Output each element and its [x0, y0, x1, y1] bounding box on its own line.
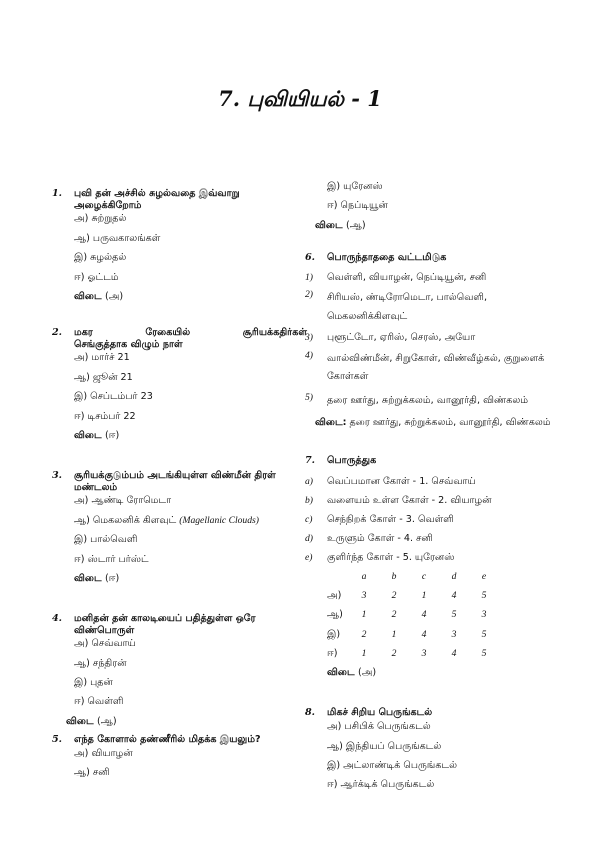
- grid-header-cell: e: [481, 570, 487, 582]
- grid-row-label: இ): [327, 628, 341, 640]
- match-item: [305, 533, 560, 552]
- grid-cell: 4: [451, 648, 457, 660]
- option: ஈ) நெப்டியூன்: [327, 200, 388, 212]
- list-item: [305, 350, 560, 386]
- option: அ) ஆண்டி ரோமெடா: [74, 495, 172, 507]
- option: ஈ) ஓட்டம்: [74, 271, 119, 283]
- grid-cell: 1: [361, 648, 367, 660]
- grid-cell: 4: [421, 628, 427, 640]
- answer: [74, 573, 307, 595]
- answer-value: (அ): [357, 667, 377, 679]
- question-1: [52, 188, 307, 313]
- answer: [74, 430, 307, 452]
- grid-cell: 2: [391, 589, 397, 601]
- answer: [74, 291, 307, 313]
- list-item: [305, 272, 560, 284]
- item-number: 3): [305, 331, 313, 343]
- question-text: மனிதன் தன் காலடியைப் பதித்துள்ள ஒரே விண்பொருள்: [74, 612, 256, 636]
- item-letter: c): [305, 513, 313, 525]
- answer-value: (அ): [104, 290, 124, 302]
- grid-row-label: அ): [327, 589, 342, 601]
- option-english-note: (Magellanic Clouds): [179, 514, 259, 526]
- item-text: சிரியஸ், ண்டிரோமெடா, பால்வெளி, மெகலனிக்கிளவுட்: [327, 292, 488, 322]
- question-text-line: செங்குத்தாக விழும் நாள்: [74, 338, 183, 350]
- option: [74, 515, 307, 534]
- grid-cell: 5: [481, 648, 487, 660]
- grid-cell: 1: [421, 589, 427, 601]
- grid-cell: 3: [481, 609, 487, 621]
- question-6: [305, 252, 560, 433]
- answer-label: விடை: [74, 290, 102, 302]
- right-column: [305, 181, 560, 799]
- item-text: குளிர்ந்த கோள் - 5. யுரேனஸ்: [327, 551, 455, 563]
- match-item: [305, 495, 560, 514]
- match-grid-row: [327, 648, 560, 667]
- question-number: 1.: [52, 188, 63, 199]
- match-grid-header: [327, 571, 560, 590]
- grid-cell: 2: [361, 628, 367, 640]
- option: இ) புதன்: [74, 677, 113, 689]
- match-grid-row: [327, 629, 560, 648]
- answer-value: (ஈ): [104, 429, 120, 441]
- answer: [315, 414, 560, 432]
- item-text: வளையம் உள்ள கோள் - 2. வியாழன்: [327, 494, 492, 506]
- grid-cell: 5: [481, 628, 487, 640]
- question-text-line: மகர ரேகையில் சூரியக்கதிர்கள்: [74, 326, 307, 338]
- grid-cell: 5: [451, 609, 457, 621]
- match-item: [305, 514, 560, 533]
- match-item: [305, 552, 560, 571]
- question-text: பொருத்துக: [327, 454, 377, 466]
- option: அ) சுற்றுதல்: [74, 213, 127, 225]
- option: இ) சுழல்தல்: [74, 252, 127, 264]
- option: இ) யுரேனஸ்: [327, 181, 383, 192]
- question-number: 6.: [305, 251, 316, 263]
- option: ஆ) இந்தியப் பெருங்கடல்: [327, 740, 442, 752]
- option: ஈ) ஸ்டார் பர்ஸ்ட்: [74, 553, 149, 565]
- question-number: 8.: [305, 707, 316, 719]
- option: அ) பசிபிக் பெருங்கடல்: [327, 721, 431, 733]
- grid-cell: 5: [481, 589, 487, 601]
- item-text: செந்நிறக் கோள் - 3. வெள்ளி: [327, 513, 454, 525]
- left-column: [52, 188, 307, 786]
- question-text: மிகச் சிறிய பெருங்கடல்: [327, 707, 433, 719]
- match-item: [305, 476, 560, 495]
- option: இ) பால்வெளி: [74, 534, 138, 546]
- grid-cell: 1: [361, 609, 367, 621]
- answer-label: விடை:: [315, 417, 347, 429]
- option: ஈ) வெள்ளி: [74, 696, 124, 708]
- option: இ) செப்டம்பர் 23: [74, 391, 153, 403]
- question-text: புவி தன் அச்சில் சுழல்வதை இவ்வாறு அழைக்கிறோம்: [74, 188, 240, 211]
- item-text: உருளும் கோள் - 4. சனி: [327, 532, 433, 544]
- item-number: 1): [305, 271, 313, 283]
- item-number: 4): [305, 349, 313, 361]
- question-number: 3.: [52, 469, 63, 481]
- item-text: தரை ஊர்து, சுற்றுக்கலம், வானூர்தி, விண்கலம்: [327, 395, 529, 407]
- answer-label: விடை: [315, 219, 343, 231]
- question-number: 7.: [305, 454, 316, 466]
- grid-cell: 2: [391, 648, 397, 660]
- item-number: 5): [305, 392, 313, 404]
- question-number: 2.: [52, 326, 63, 338]
- grid-cell: 3: [451, 628, 457, 640]
- item-text: வெப்பமான கோள் - 1. செவ்வாய்: [327, 475, 476, 487]
- grid-header-cell: a: [361, 570, 367, 582]
- question-8: [305, 707, 560, 798]
- item-text: வால்விண்மீன், சிறுகோள், விண்வீழ்கல், குறுளைக் கோள்கள்: [327, 352, 545, 382]
- grid-cell: 2: [391, 609, 397, 621]
- question-5-continued: [305, 181, 560, 242]
- question-5: [52, 734, 307, 786]
- answer: [315, 220, 560, 242]
- question-number: 4.: [52, 612, 63, 624]
- match-grid-row: [327, 609, 560, 628]
- answer: [327, 667, 560, 689]
- question-7: [305, 455, 560, 690]
- option: இ) அட்லாண்டிக் பெருங்கடல்: [327, 759, 458, 771]
- grid-cell: 4: [451, 589, 457, 601]
- option: அ) மார்ச் 21: [74, 352, 130, 364]
- item-number: 2): [305, 289, 313, 301]
- answer-label: விடை: [74, 572, 102, 584]
- grid-cell: 4: [421, 609, 427, 621]
- item-letter: a): [305, 475, 313, 487]
- option: அ) செவ்வாய்: [74, 638, 136, 650]
- question-text: பொருந்தாததை வட்டமிடுக: [327, 251, 447, 263]
- answer: [66, 716, 307, 734]
- question-3: [52, 470, 307, 595]
- grid-row-label: ஆ): [327, 609, 343, 621]
- option: ஈ) ஆர்க்டிக் பெருங்கடல்: [327, 779, 435, 791]
- list-item: [305, 289, 560, 325]
- option: ஆ) சந்திரன்: [74, 657, 127, 669]
- answer-value: (ஈ): [104, 572, 120, 584]
- page-title: 7. புவியியல் - 1: [218, 86, 382, 111]
- option-text: ஆ) மெகலனிக் கிளவுட்: [74, 514, 177, 526]
- item-letter: d): [305, 532, 313, 544]
- answer-value: தரை ஊர்து, சுற்றுக்கலம், வானூர்தி, விண்கலம்: [349, 417, 551, 429]
- question-number: 5.: [52, 733, 63, 745]
- grid-cell: 3: [421, 648, 427, 660]
- option: ஈ) டிசம்பர் 22: [74, 410, 136, 422]
- answer-label: விடை: [66, 715, 94, 727]
- grid-header-cell: d: [451, 570, 457, 582]
- grid-cell: 1: [391, 628, 397, 640]
- item-letter: b): [305, 494, 313, 506]
- match-grid-row: [327, 590, 560, 609]
- grid-header-cell: c: [421, 570, 427, 582]
- grid-row-label: ஈ): [327, 648, 338, 660]
- list-item: [305, 392, 560, 410]
- grid-header-cell: b: [391, 570, 397, 582]
- answer-label: விடை: [74, 429, 102, 441]
- option: ஆ) பருவகாலங்கள்: [74, 232, 161, 244]
- option: ஆ) ஜூன் 21: [74, 371, 133, 383]
- item-letter: e): [305, 551, 313, 563]
- answer-value: (ஆ): [345, 219, 366, 231]
- question-4: [52, 613, 307, 734]
- answer-label: விடை: [327, 667, 355, 679]
- question-text: சூரியக்குடும்பம் அடங்கியுள்ள விண்மீன் திரள் மண்டலம்: [74, 469, 276, 493]
- question-2: [52, 327, 307, 452]
- item-text: வெள்ளி, வியாழன், நெப்டியூன், சனி: [327, 271, 487, 283]
- question-text: எந்த கோளால் தண்ணீரில் மிதக்க இயலும்?: [74, 733, 261, 745]
- answer-value: (ஆ): [96, 715, 117, 727]
- option: ஆ) சனி: [74, 766, 110, 778]
- grid-cell: 3: [361, 589, 367, 601]
- item-text: புளூட்டோ, ஏரிஸ், செரஸ், அயோ: [327, 331, 476, 343]
- list-item: [305, 332, 560, 344]
- option: அ) வியாழன்: [74, 747, 133, 759]
